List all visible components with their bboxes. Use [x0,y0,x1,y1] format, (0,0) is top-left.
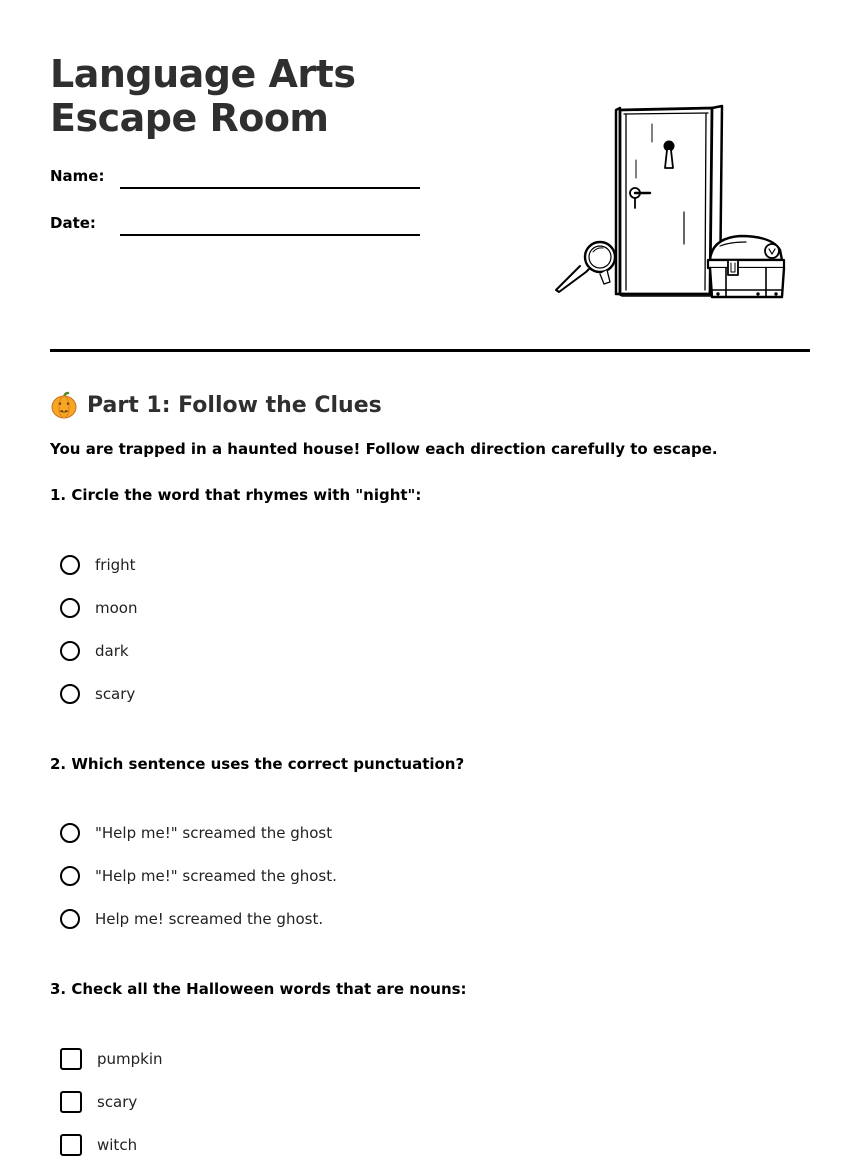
part1-intro: You are trapped in a haunted house! Follow each direction carefully to escape. [50,440,718,458]
name-line[interactable] [120,187,420,189]
q2-option-b[interactable] [60,863,337,889]
part1-title: Part 1: Follow the Clues [87,392,382,418]
option-label: moon [95,599,138,617]
question-2: 2. Which sentence uses the correct punctuation? [50,755,465,773]
radio-button[interactable] [60,555,80,575]
q3-option-witch[interactable] [60,1132,137,1158]
date-label: Date: [50,214,96,232]
option-label: fright [95,556,136,574]
question-1: 1. Circle the word that rhymes with "night": [50,486,422,504]
part1-heading [50,388,382,422]
radio-button[interactable] [60,866,80,886]
q1-option-dark[interactable] [60,638,129,664]
q2-option-a[interactable] [60,820,332,846]
name-field[interactable] [50,167,430,191]
q1-option-moon[interactable] [60,595,137,621]
q1-option-scary[interactable] [60,681,135,707]
pumpkin-icon [50,391,78,419]
q3-option-pumpkin[interactable] [60,1046,163,1072]
checkbox[interactable] [60,1048,82,1070]
question-3: 3. Check all the Halloween words that are nouns: [50,980,467,998]
option-label: dark [95,642,129,660]
escape-room-illustration [550,100,790,305]
option-label: "Help me!" screamed the ghost [95,824,333,842]
treasure-chest-icon [708,236,784,297]
q3-option-scary[interactable] [60,1089,137,1115]
radio-button[interactable] [60,598,80,618]
checkbox[interactable] [60,1091,82,1113]
section-divider [50,349,810,352]
option-label: scary [97,1093,138,1111]
option-label: "Help me!" screamed the ghost. [95,867,337,885]
date-field[interactable] [50,214,430,238]
q2-option-c[interactable] [60,906,323,932]
radio-button[interactable] [60,641,80,661]
option-label: witch [97,1136,138,1154]
name-label: Name: [50,167,105,185]
radio-button[interactable] [60,909,80,929]
page-title: Language Arts Escape Room [50,52,356,140]
radio-button[interactable] [60,823,80,843]
option-label: Help me! screamed the ghost. [95,910,324,928]
date-line[interactable] [120,234,420,236]
door-icon [616,106,722,296]
option-label: scary [95,685,136,703]
checkbox[interactable] [60,1134,82,1156]
q1-option-fright[interactable] [60,552,136,578]
magnifying-glass-icon [556,242,615,292]
radio-button[interactable] [60,684,80,704]
option-label: pumpkin [97,1050,163,1068]
